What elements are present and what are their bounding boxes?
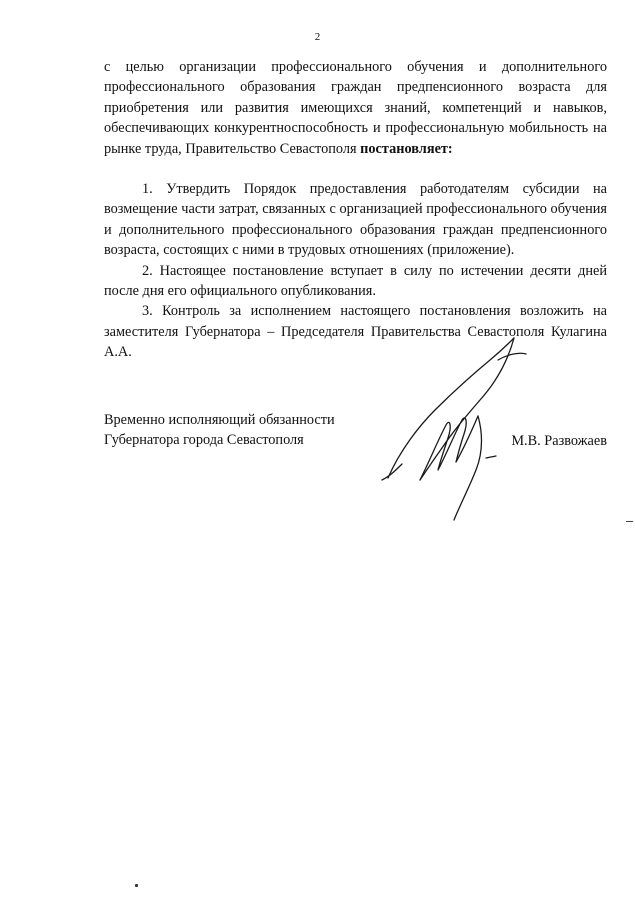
resolution-word: постановляет: [360,140,453,157]
resolution-items [104,179,607,363]
signature-stroke-cross [382,464,402,480]
resolution-item-3: 3. Контроль за исполнением настоящего постановления возложить на заместителя Губернатора – Председателя Правительства Севастополя Кулагина А.А. [104,303,607,361]
signature-stroke-tail [454,416,482,520]
page-number: 2 [314,31,321,43]
preamble-body: с целью организации профессионального обучения и дополнительного профессионального образования граждан предпенсионного возраста для приобретения или развития имеющихся знаний, компетенций и навыков, обеспечивающих конкурентноспособность и профессиональную мобильность на рынке труда, Правительство Севастополя [104,59,607,157]
scan-speck [135,884,138,887]
preamble-text [104,57,607,159]
resolution-item-1: 1. Утвердить Порядок предоставления работодателям субсидии на возмещение части затрат, связанных с организацией профессионального обучения и дополнительного профессионального образования граждан предпенсионного возраста, состоящих с ними в трудовых отношениях (приложение). [104,181,607,259]
margin-mark [626,521,633,522]
signatory-position-line1: Временно исполняющий обязанности [104,412,335,428]
handwritten-signature [380,330,530,525]
signatory-position [104,410,335,451]
resolution-item-2: 2. Настоящее постановление вступает в силу по истечении десяти дней после дня его официального опубликования. [104,262,607,300]
signatory-name: М.В. Развожаев [511,433,607,449]
signature-stroke-main [388,338,514,478]
signature-stroke-zig [420,416,478,480]
signature-stroke-flick [486,456,496,458]
preamble-paragraph [104,57,607,159]
signature-stroke-arc [498,353,526,360]
signatory-position-line2: Губернатора города Севастополя [104,432,304,449]
